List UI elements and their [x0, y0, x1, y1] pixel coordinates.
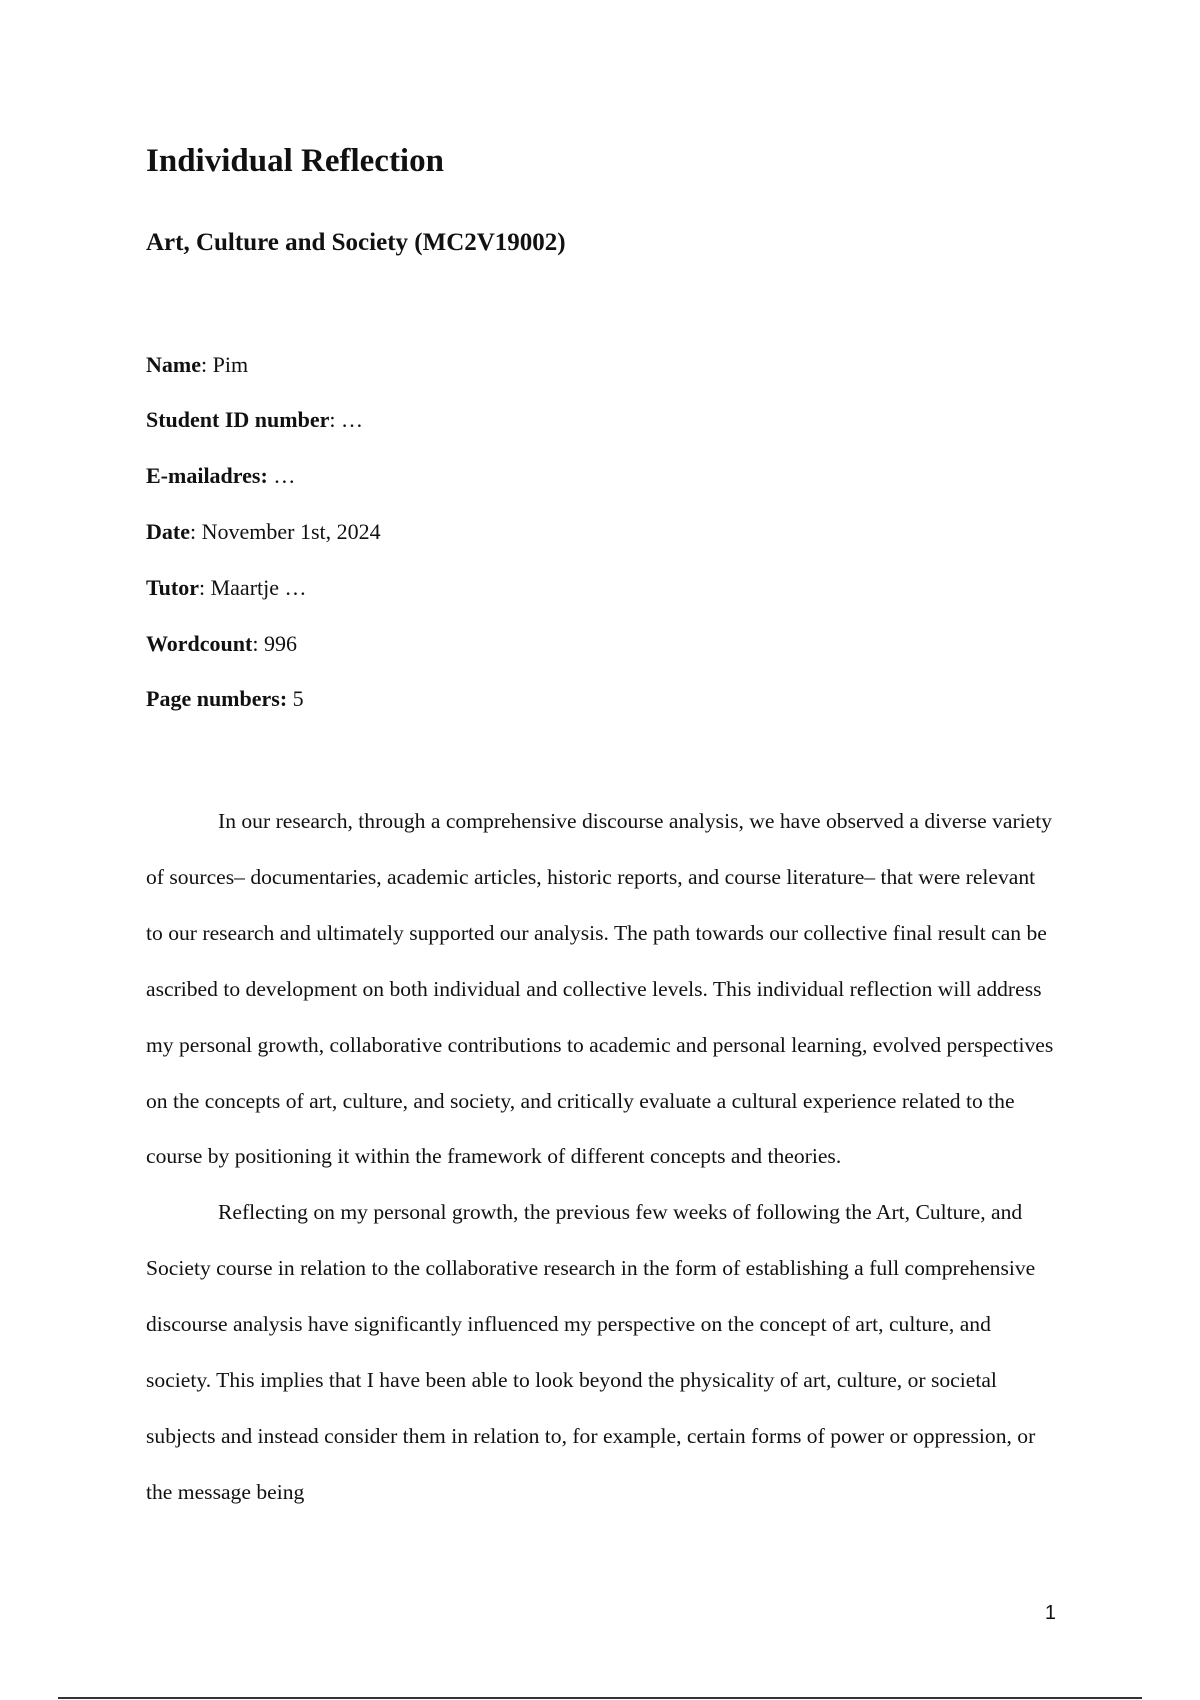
- metadata-date: [146, 517, 381, 547]
- metadata-label: Date: [146, 519, 190, 544]
- body-text: [146, 794, 1056, 1521]
- metadata-separator: :: [189, 519, 202, 544]
- metadata-tutor: [146, 573, 307, 603]
- metadata-wordcount: [146, 629, 297, 659]
- metadata-label: Page numbers:: [146, 686, 288, 711]
- metadata-separator: :: [200, 352, 213, 377]
- metadata-label: Student ID number: [146, 407, 330, 432]
- metadata-label: Name: [146, 352, 201, 377]
- metadata-value: 5: [292, 686, 304, 711]
- metadata-separator: :: [198, 575, 211, 600]
- metadata-label: Wordcount: [146, 631, 253, 656]
- metadata-email: [146, 461, 295, 491]
- metadata-name: [146, 350, 248, 380]
- metadata-label: Tutor: [146, 575, 199, 600]
- metadata-separator: :: [252, 631, 264, 656]
- body-paragraph-personal-growth: Reflecting on my personal growth, the previous few weeks of following the Art, Culture, and Society course in relation to the collaborative research in the form of establishing a full comprehensive discourse analysis have significantly influenced my perspective on the concept of art, culture, and society. This implies that I have been able to look beyond the physicality of art, culture, or societal subjects and instead consider them in relation to, for example, certain forms of power or oppression, or the message being: [146, 1200, 1036, 1504]
- metadata-separator: :: [329, 407, 341, 432]
- metadata-value: Maartje …: [210, 575, 307, 600]
- body-paragraph-intro: In our research, through a comprehensive discourse analysis, we have observed a diverse variety of sources– documentaries, academic articles, historic reports, and course literature– that were relevant to our research and ultimately supported our analysis. The path towards our collective final result can be ascribed to development on both individual and collective levels. This individual reflection will address my personal growth, collaborative contributions to academic and personal learning, evolved perspectives on the concepts of art, culture, and society, and critically evaluate a cultural experience related to the course by positioning it within the framework of different concepts and theories.: [146, 809, 1054, 1169]
- metadata-student-id: [146, 405, 363, 435]
- metadata-value: November 1st, 2024: [201, 519, 381, 544]
- page-number: 1: [1044, 1602, 1056, 1624]
- metadata-page-numbers: [146, 684, 304, 714]
- metadata-value: Pim: [212, 352, 249, 377]
- metadata-value: 996: [263, 631, 297, 656]
- metadata-value: …: [341, 407, 363, 432]
- metadata-value: …: [273, 463, 296, 488]
- metadata-label: E-mailadres:: [146, 463, 268, 488]
- page-bottom-rule: [58, 1697, 1142, 1699]
- course-subtitle: Art, Culture and Society (MC2V19002): [146, 229, 566, 256]
- document-title: Individual Reflection: [146, 143, 444, 179]
